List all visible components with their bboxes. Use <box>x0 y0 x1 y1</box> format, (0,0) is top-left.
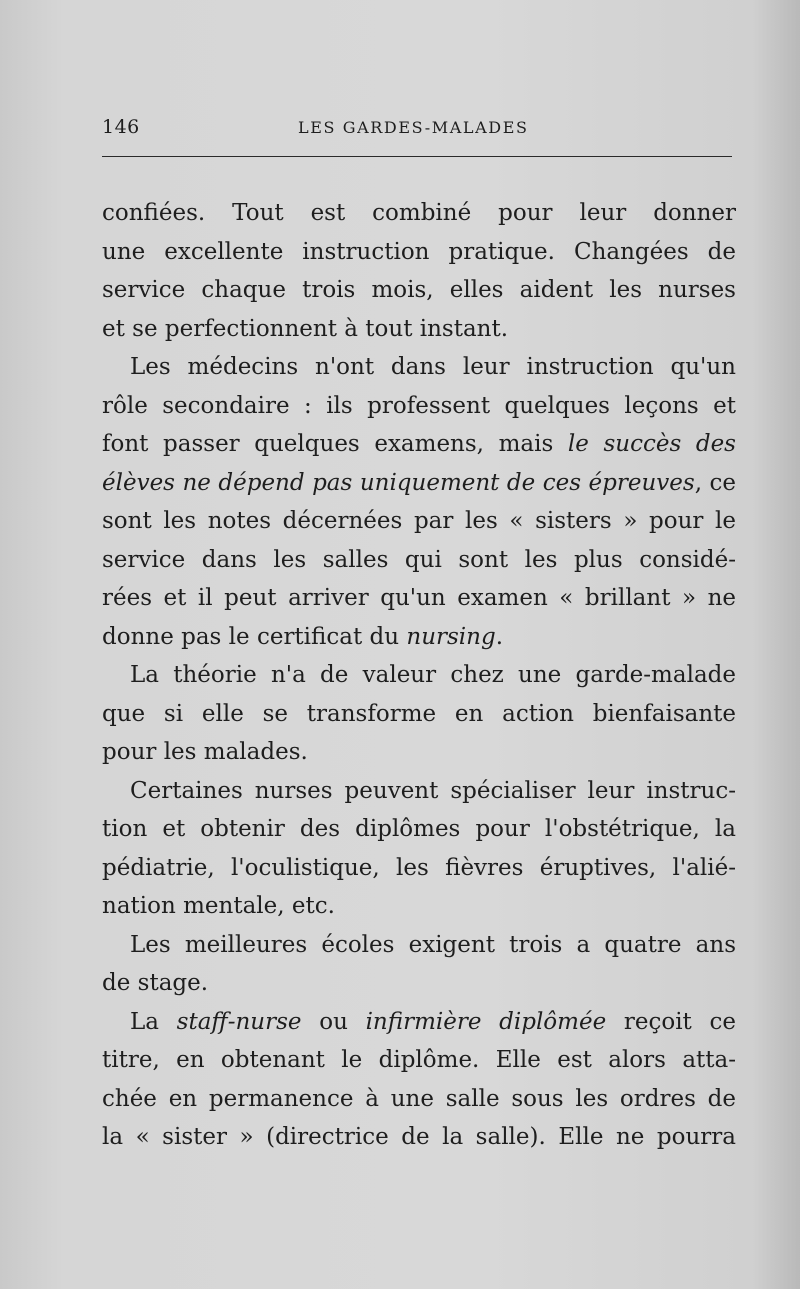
text-line <box>102 387 736 426</box>
text-segment: tion et obtenir des diplômes pour l'obstétrique, la <box>102 816 736 842</box>
text-line <box>102 271 736 310</box>
text-line <box>102 964 736 1003</box>
running-title: LES GARDES-MALADES <box>298 118 529 137</box>
text-segment: de stage. <box>102 970 209 996</box>
text-segment: . <box>495 623 504 650</box>
text-segment: service chaque trois mois, elles aident les nurses <box>102 277 736 303</box>
text-segment: La <box>130 1008 177 1035</box>
text-line <box>102 1118 736 1157</box>
italic-text: staff-nurse <box>176 1008 302 1035</box>
text-segment: chée en permanence à une salle sous les ordres de <box>102 1085 736 1112</box>
italic-text: infirmière diplômée <box>365 1008 607 1035</box>
text-line <box>102 887 736 926</box>
text-segment: nation mentale, etc. <box>102 893 335 919</box>
text-line <box>102 541 736 580</box>
text-segment: La théorie n'a de valeur chez une garde-malade <box>130 662 736 688</box>
italic-text: nursing <box>406 623 496 650</box>
page-number: 146 <box>102 116 140 138</box>
text-line <box>102 1041 736 1080</box>
text-segment: sont les notes décernées par les « sisters » pour le <box>102 508 736 534</box>
text-segment: rées et il peut arriver qu'un examen « brillant » ne <box>102 585 736 611</box>
text-segment: Les meilleures écoles exigent trois a quatre ans <box>130 931 736 958</box>
text-segment: la « sister » (directrice de la salle). Elle ne pourra <box>102 1124 736 1150</box>
text-line <box>102 926 736 965</box>
text-segment: une excellente instruction pratique. Changées de <box>102 238 736 265</box>
text-segment: service dans les salles qui sont les plus considé- <box>102 546 736 573</box>
text-line <box>102 618 736 657</box>
body-text <box>102 194 736 1157</box>
text-line <box>102 348 736 387</box>
text-segment: pour les malades. <box>102 739 308 765</box>
text-line <box>102 194 736 233</box>
text-line <box>102 310 736 349</box>
text-segment: reçoit ce <box>606 1008 736 1035</box>
text-line <box>102 1080 736 1119</box>
text-segment: font passer quelques examens, mais <box>102 431 568 457</box>
text-segment: pédiatrie, l'oculistique, les fièvres éruptives, l'alié- <box>102 854 736 881</box>
italic-text: élèves ne dépend pas uniquement de ces épreuves <box>102 469 695 496</box>
text-segment: donne pas le certificat du <box>102 623 407 650</box>
text-line <box>102 233 736 272</box>
text-line <box>102 1003 736 1042</box>
text-segment: et se perfectionnent à tout instant. <box>102 315 509 342</box>
text-segment: confiées. Tout est combiné pour leur donner <box>102 200 736 226</box>
italic-text: le succès des <box>567 431 736 457</box>
text-segment: titre, en obtenant le diplôme. Elle est alors atta- <box>102 1047 736 1073</box>
text-segment: Certaines nurses peuvent spécialiser leur instruc- <box>130 777 736 804</box>
text-segment: , ce <box>694 469 736 496</box>
text-line <box>102 502 736 541</box>
text-line <box>102 579 736 618</box>
text-segment: que si elle se transforme en action bienfaisante <box>102 700 736 727</box>
text-segment: Les médecins n'ont dans leur instruction qu'un <box>130 354 736 380</box>
text-line <box>102 772 736 811</box>
text-segment: rôle secondaire : ils professent quelques leçons et <box>102 392 736 419</box>
text-segment: ou <box>301 1008 366 1035</box>
text-line <box>102 810 736 849</box>
page-header <box>102 112 732 142</box>
text-line <box>102 733 736 772</box>
text-line <box>102 849 736 888</box>
text-line <box>102 425 736 464</box>
text-line <box>102 656 736 695</box>
text-line <box>102 695 736 734</box>
text-line <box>102 464 736 503</box>
header-rule <box>102 156 732 157</box>
